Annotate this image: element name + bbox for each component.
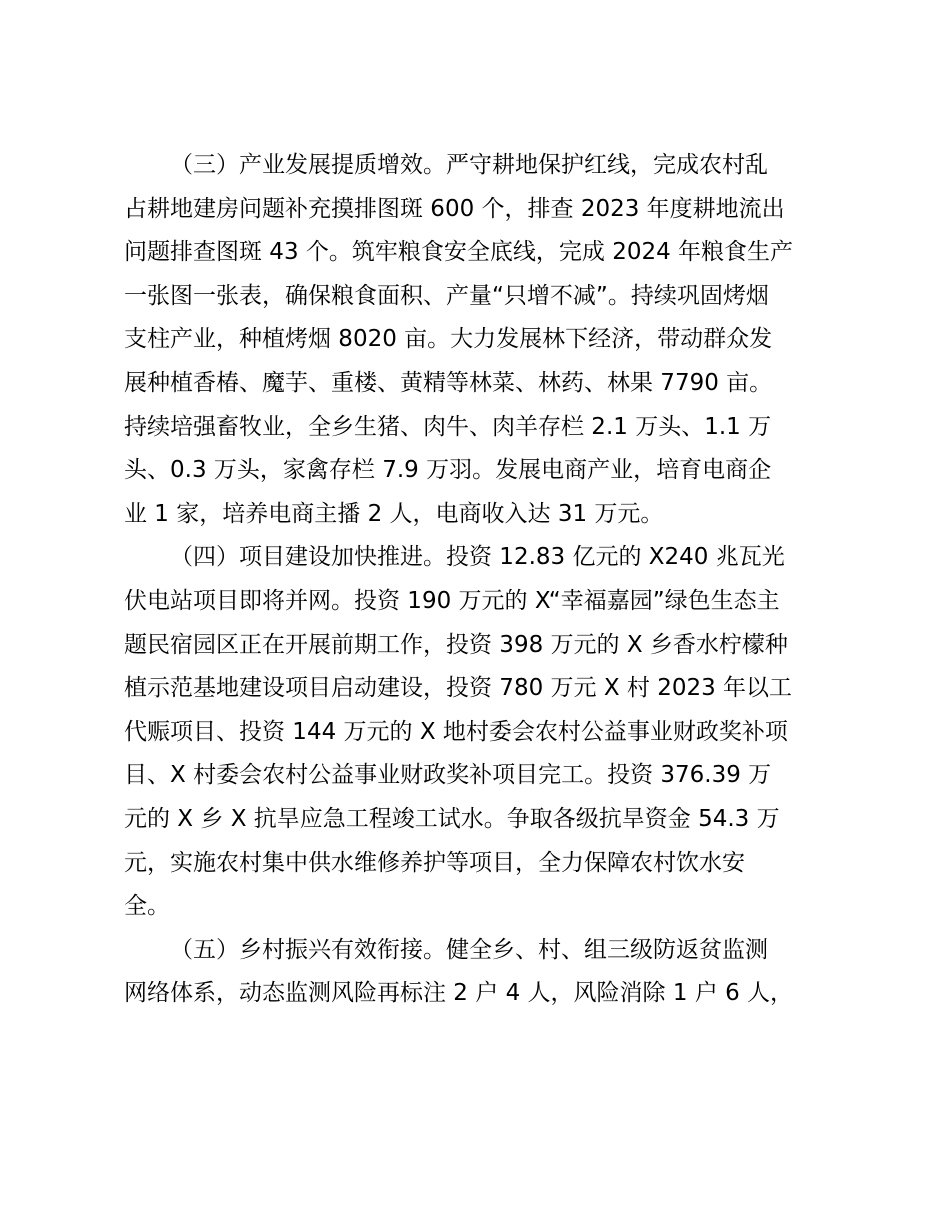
text-line: （五）乡村振兴有效衔接。健全乡、村、组三级防返贫监测: [170, 936, 768, 963]
text-line: 业 1 家，培养电商主播 2 人，电商收入达 31 万元。: [124, 500, 664, 527]
text-line: 头、0.3 万头，家禽存栏 7.9 万羽。发展电商产业，培育电商企: [124, 457, 772, 484]
text-line: （四）项目建设加快推进。投资 12.83 亿元的 X240 兆瓦光: [170, 544, 785, 571]
text-line: 全。: [124, 893, 170, 920]
text-line: 元的 X 乡 X 抗旱应急工程竣工试水。争取各级抗旱资金 54.3 万: [124, 805, 780, 832]
paragraph-rural-revitalization: [124, 929, 836, 1016]
text-line: 问题排查图斑 43 个。筑牢粮食安全底线，完成 2024 年粮食生产: [124, 239, 794, 266]
text-line: 伏电站项目即将并网。投资 190 万元的 X“幸福嘉园”绿色生态主: [124, 587, 780, 614]
text-line: 展种植香椿、魔芋、重楼、黄精等林菜、林药、林果 7790 亩。: [124, 369, 773, 396]
text-line: （三）产业发展提质增效。严守耕地保护红线，完成农村乱: [170, 152, 768, 178]
text-line: 持续培强畜牧业，全乡生猪、肉牛、肉羊存栏 2.1 万头、1.1 万: [124, 413, 772, 440]
text-line: 一张图一张表，确保粮食面积、产量“只增不减”。持续巩固烤烟: [124, 282, 769, 309]
paragraph-industry-development: [124, 144, 836, 536]
document-body: [124, 144, 836, 1016]
text-line: 占耕地建房问题补充摸排图斑 600 个，排查 2023 年度耕地流出: [124, 195, 785, 222]
text-line: 网络体系，动态监测风险再标注 2 户 4 人，风险消除 1 户 6 人，: [124, 980, 794, 1007]
text-line: 元，实施农村集中供水维修养护等项目，全力保障农村饮水安: [124, 849, 745, 876]
text-line: 目、X 村委会农村公益事业财政奖补项目完工。投资 376.39 万: [124, 762, 772, 789]
paragraph-project-construction: [124, 536, 836, 928]
text-line: 代赈项目、投资 144 万元的 X 地村委会农村公益事业财政奖补项: [124, 718, 788, 745]
text-line: 支柱产业，种植烤烟 8020 亩。大力发展林下经济，带动群众发: [124, 326, 773, 353]
text-line: 题民宿园区正在开展前期工作，投资 398 万元的 X 乡香水柠檬种: [124, 631, 788, 658]
text-line: 植示范基地建设项目启动建设，投资 780 万元 X 村 2023 年以工: [124, 675, 793, 702]
